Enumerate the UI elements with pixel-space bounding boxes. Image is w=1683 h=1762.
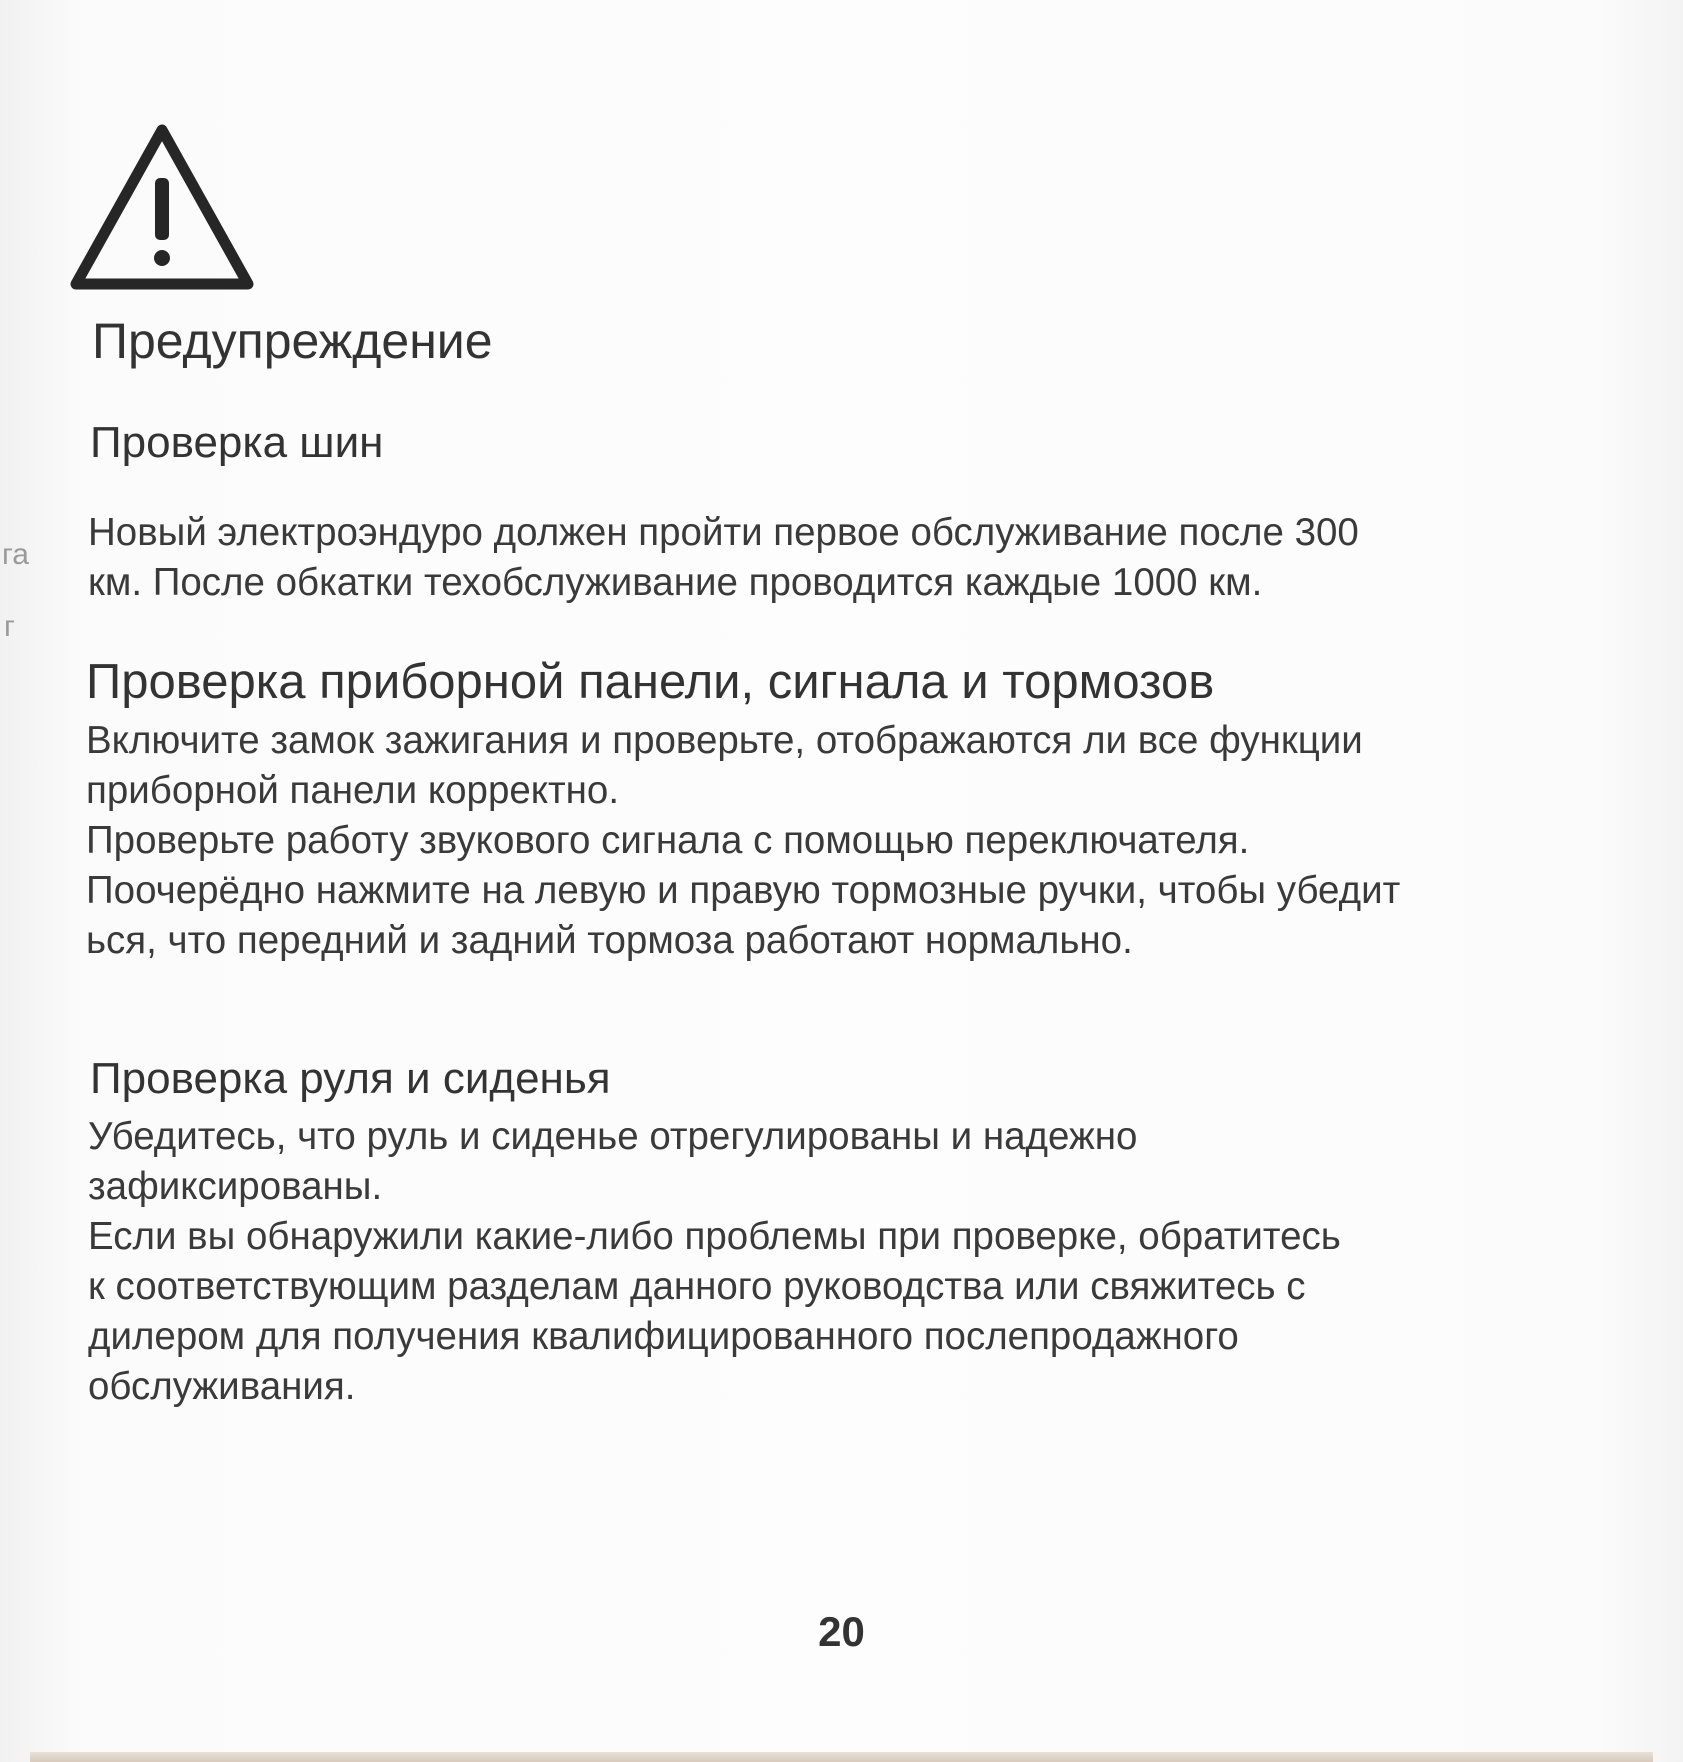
section-body-dashboard [86,716,1646,966]
page-bottom-edge [30,1752,1653,1762]
section-heading-tires: Проверка шин [90,418,384,467]
paragraph: Поочерёдно нажмите на левую и правую тормозные ручки, чтобы убедит ься, что передний и задний тормоза работают нормально. [86,869,1401,962]
margin-bleed-text: га [2,538,29,571]
paragraph: Проверьте работу звукового сигнала с помощью переключателя. [86,819,1250,862]
margin-bleed-text: г [4,610,15,643]
section-heading-handlebar-seat: Проверка руля и сиденья [90,1054,611,1103]
paragraph: Если вы обнаружили какие-либо проблемы при проверке, обратитесь к соответствующим разделам данного руководства или свяжитесь с дилером для получения квалифицированного послепродажного обслуживания. [88,1215,1341,1408]
paragraph: Убедитесь, что руль и сиденье отрегулированы и надежно зафиксированы. [88,1115,1138,1208]
section-body-handlebar-seat [88,1112,1648,1412]
page-title: Предупреждение [92,313,493,369]
paragraph: Включите замок зажигания и проверьте, отображаются ли все функции приборной панели корректно. [86,719,1363,812]
page-number: 20 [818,1608,865,1655]
warning-triangle-icon [68,120,256,296]
section-body-tires [88,508,1648,608]
section-heading-dashboard: Проверка приборной панели, сигнала и тормозов [86,655,1215,709]
paragraph: Новый электроэндуро должен пройти первое обслуживание после 300 км. После обкатки техобслуживание проводится каждые 1000 км. [88,511,1359,604]
